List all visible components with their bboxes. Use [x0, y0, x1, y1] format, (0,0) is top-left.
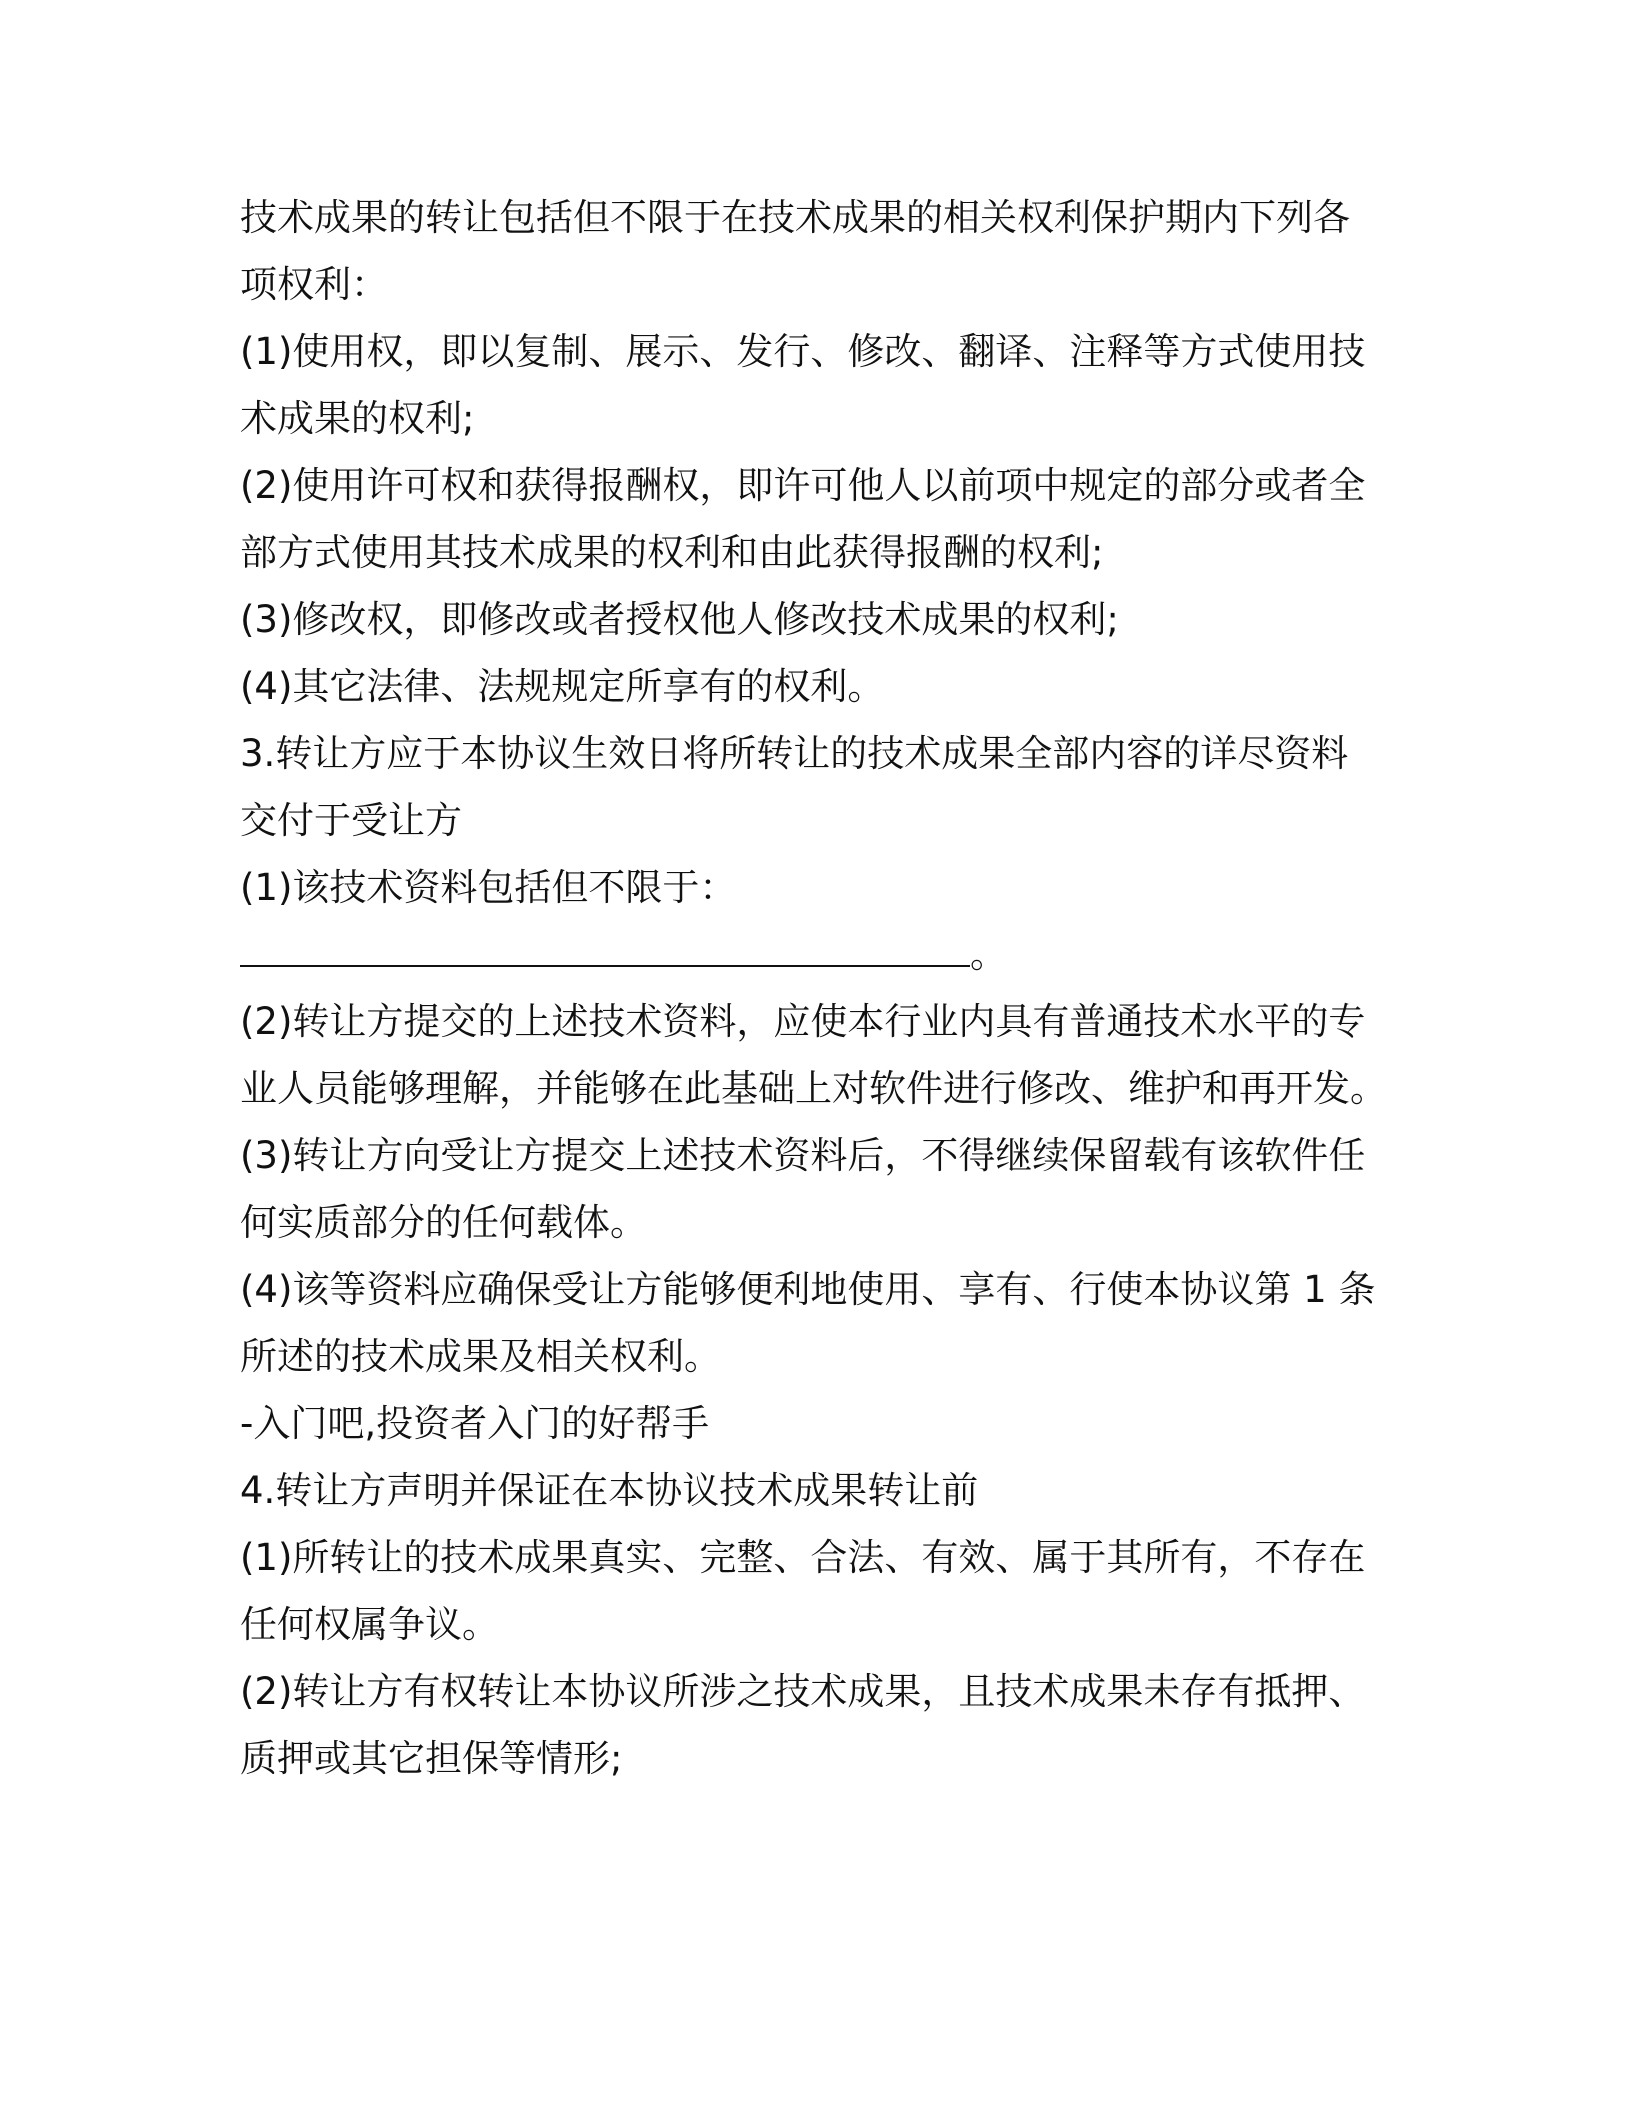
- text-line: 质押或其它担保等情形;: [240, 1737, 623, 1780]
- text-line: 术成果的权利;: [240, 397, 475, 440]
- document-body: [240, 184, 1390, 1792]
- text-line: (1)使用权，即以复制、展示、发行、修改、翻译、注释等方式使用技: [240, 330, 1366, 373]
- text-line: 交付于受让方: [240, 799, 462, 842]
- text-line: 何实质部分的任何载体。: [240, 1201, 647, 1244]
- text-line: -入门吧,投资者入门的好帮手: [240, 1402, 710, 1445]
- text-line: (1)该技术资料包括但不限于：: [240, 866, 737, 909]
- text-line: (3)修改权，即修改或者授权他人修改技术成果的权利;: [240, 598, 1119, 641]
- text-line: (2)转让方有权转让本协议所涉之技术成果，且技术成果未存有抵押、: [240, 1670, 1366, 1713]
- text-line: 3.转让方应于本协议生效日将所转让的技术成果全部内容的详尽资料: [240, 732, 1349, 775]
- text-line: 技术成果的转让包括但不限于在技术成果的相关权利保护期内下列各: [240, 196, 1350, 239]
- text-line: (2)转让方提交的上述技术资料，应使本行业内具有普通技术水平的专: [240, 1000, 1366, 1043]
- text-line: 部方式使用其技术成果的权利和由此获得报酬的权利;: [240, 531, 1104, 574]
- fill-in-blank-line: [240, 921, 1390, 988]
- text-line: 业人员能够理解，并能够在此基础上对软件进行修改、维护和再开发。: [240, 1067, 1387, 1110]
- text-line: 4.转让方声明并保证在本协议技术成果转让前: [240, 1469, 979, 1512]
- text-line: 项权利：: [240, 263, 388, 306]
- blank-underline: [240, 921, 970, 967]
- text-line: (1)所转让的技术成果真实、完整、合法、有效、属于其所有，不存在: [240, 1536, 1366, 1579]
- text-line: (2)使用许可权和获得报酬权，即许可他人以前项中规定的部分或者全: [240, 464, 1366, 507]
- text-line: (4)其它法律、法规规定所享有的权利。: [240, 665, 885, 708]
- text-line: 所述的技术成果及相关权利。: [240, 1335, 721, 1378]
- blank-end-mark: 。: [970, 933, 1007, 976]
- text-line: 任何权属争议。: [240, 1603, 499, 1646]
- text-line: (3)转让方向受让方提交上述技术资料后，不得继续保留载有该软件任: [240, 1134, 1366, 1177]
- text-line: (4)该等资料应确保受让方能够便利地使用、享有、行使本协议第 1 条: [240, 1268, 1376, 1311]
